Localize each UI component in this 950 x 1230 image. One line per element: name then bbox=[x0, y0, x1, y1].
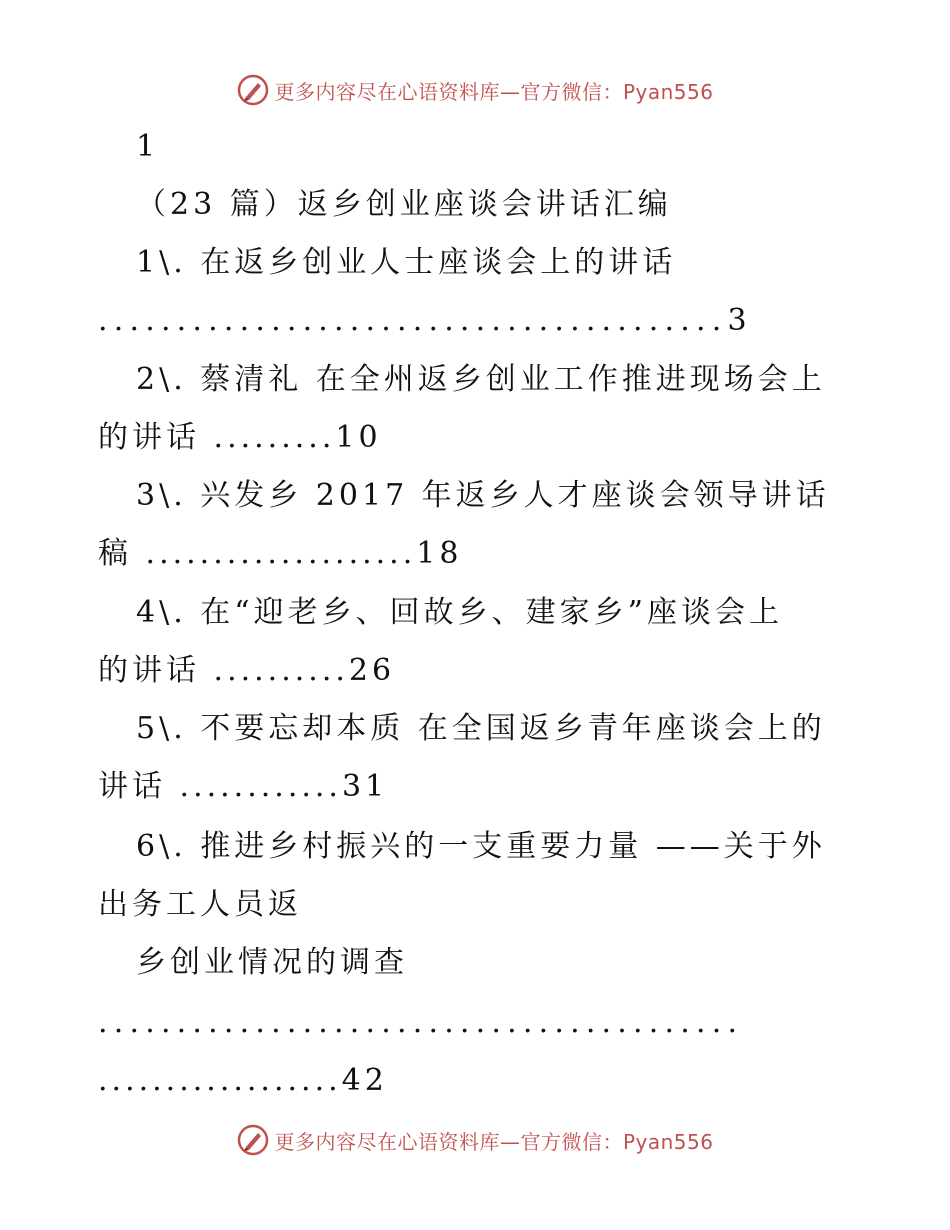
page-number: 1 bbox=[136, 129, 160, 164]
toc-entry-6-continuation: 出务工人员返 bbox=[98, 887, 302, 922]
toc-entry-2-title: 2\. 蔡清礼 在全州返乡创业工作推进现场会上 bbox=[136, 362, 826, 397]
watermark-text: 更多内容尽在心语资料库—官方微信：Pyan556 bbox=[274, 1129, 714, 1154]
toc-entry-1-title: 1\. 在返乡创业人士座谈会上的讲话 bbox=[136, 245, 677, 280]
toc-entry-6-continuation-2: 乡创业情况的调查 bbox=[136, 945, 408, 980]
toc-entry-3-title: 3\. 兴发乡 2017 年返乡人才座谈会领导讲话 bbox=[136, 478, 830, 513]
toc-entry-2-leader: 的讲话 .........10 bbox=[98, 420, 382, 455]
toc-entry-3-leader: 稿 ....................18 bbox=[98, 536, 463, 571]
toc-entry-4-leader: 的讲话 ..........26 bbox=[98, 653, 396, 688]
toc-entry-6-leader-page: ..................42 bbox=[98, 1063, 388, 1098]
pen-logo-icon bbox=[236, 73, 270, 107]
watermark-footer bbox=[0, 1120, 950, 1160]
watermark-header bbox=[0, 70, 950, 110]
toc-entry-1-leader: ........................................3 bbox=[98, 303, 753, 338]
toc-entry-6-title: 6\. 推进乡村振兴的一支重要力量 ——关于外 bbox=[136, 829, 826, 864]
document-title: （23 篇）返乡创业座谈会讲话汇编 bbox=[136, 187, 672, 222]
toc-entry-5-leader: 讲话 ............31 bbox=[98, 769, 389, 804]
pen-logo-icon bbox=[236, 1123, 270, 1157]
watermark-text: 更多内容尽在心语资料库—官方微信：Pyan556 bbox=[274, 79, 714, 104]
toc-entry-4-title: 4\. 在“迎老乡、回故乡、建家乡”座谈会上 bbox=[136, 595, 783, 630]
toc-entry-6-leader: ......................................... bbox=[98, 1005, 744, 1040]
toc-entry-5-title: 5\. 不要忘却本质 在全国返乡青年座谈会上的 bbox=[136, 711, 826, 746]
